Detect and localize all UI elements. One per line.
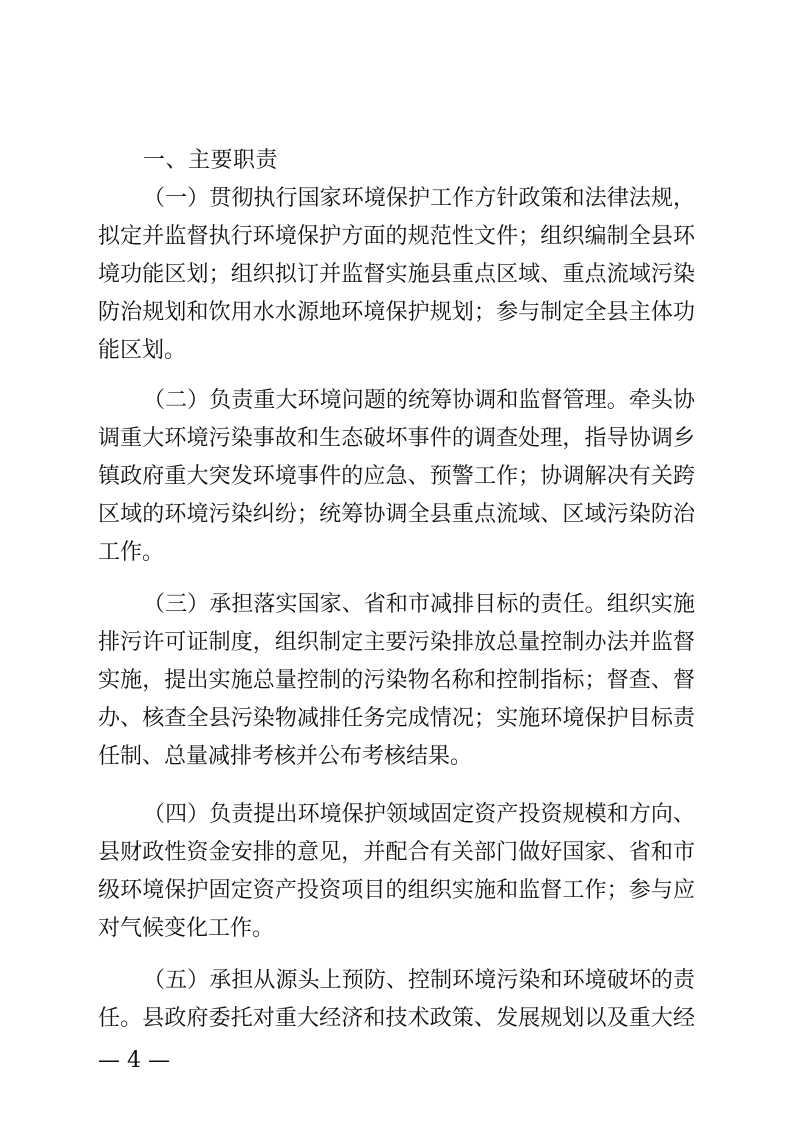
paragraph-3-line-1: （三）承担落实国家、省和市减排目标的责任。组织实施 — [143, 592, 695, 617]
paragraph-3-line-4: 办、核查全县污染物减排任务完成情况；实施环境保护目标责 — [98, 706, 695, 731]
paragraph-4-line-3: 级环境保护固定资产投资项目的组织实施和监督工作；参与应 — [98, 878, 695, 903]
paragraph-1-line-3: 境功能区划；组织拟订并监督实施县重点区域、重点流域污染 — [98, 262, 695, 287]
paragraph-4-line-2: 县财政性资金安排的意见，并配合有关部门做好国家、省和市 — [98, 840, 695, 865]
paragraph-4-line-4: 对气候变化工作。 — [98, 916, 275, 941]
paragraph-1-line-1: （一）贯彻执行国家环境保护工作方针政策和法律法规， — [143, 186, 695, 211]
section-heading: 一、主要职责 — [143, 148, 279, 173]
paragraph-2-line-4: 区域的环境污染纠纷；统筹协调全县重点流域、区域污染防治 — [98, 502, 695, 527]
paragraph-2-line-2: 调重大环境污染事故和生态破坏事件的调查处理，指导协调乡 — [98, 426, 695, 451]
paragraph-5-line-1: （五）承担从源头上预防、控制环境污染和环境破坏的责 — [143, 968, 695, 993]
paragraph-3-line-5: 任制、总量减排考核并公布考核结果。 — [98, 744, 473, 769]
paragraph-1-line-4: 防治规划和饮用水水源地环境保护规划；参与制定全县主体功 — [98, 300, 695, 325]
paragraph-2-line-1: （二）负责重大环境问题的统筹协调和监督管理。牵头协 — [143, 388, 695, 413]
paragraph-2-line-3: 镇政府重大突发环境事件的应急、预警工作；协调解决有关跨 — [98, 464, 695, 489]
paragraph-1-line-2: 拟定并监督执行环境保护方面的规范性文件；组织编制全县环 — [98, 224, 695, 249]
paragraph-2-line-5: 工作。 — [98, 540, 165, 565]
paragraph-3-line-3: 实施，提出实施总量控制的污染物名称和控制指标；督查、督 — [98, 668, 695, 693]
paragraph-1-line-5: 能区划。 — [98, 338, 187, 363]
paragraph-5-line-2: 任。县政府委托对重大经济和技术政策、发展规划以及重大经 — [98, 1006, 695, 1031]
paragraph-3-line-2: 排污许可证制度，组织制定主要污染排放总量控制办法并监督 — [98, 630, 695, 655]
paragraph-4-line-1: （四）负责提出环境保护领域固定资产投资规模和方向、 — [143, 802, 695, 827]
page-number: — 4 — — [98, 1048, 170, 1073]
